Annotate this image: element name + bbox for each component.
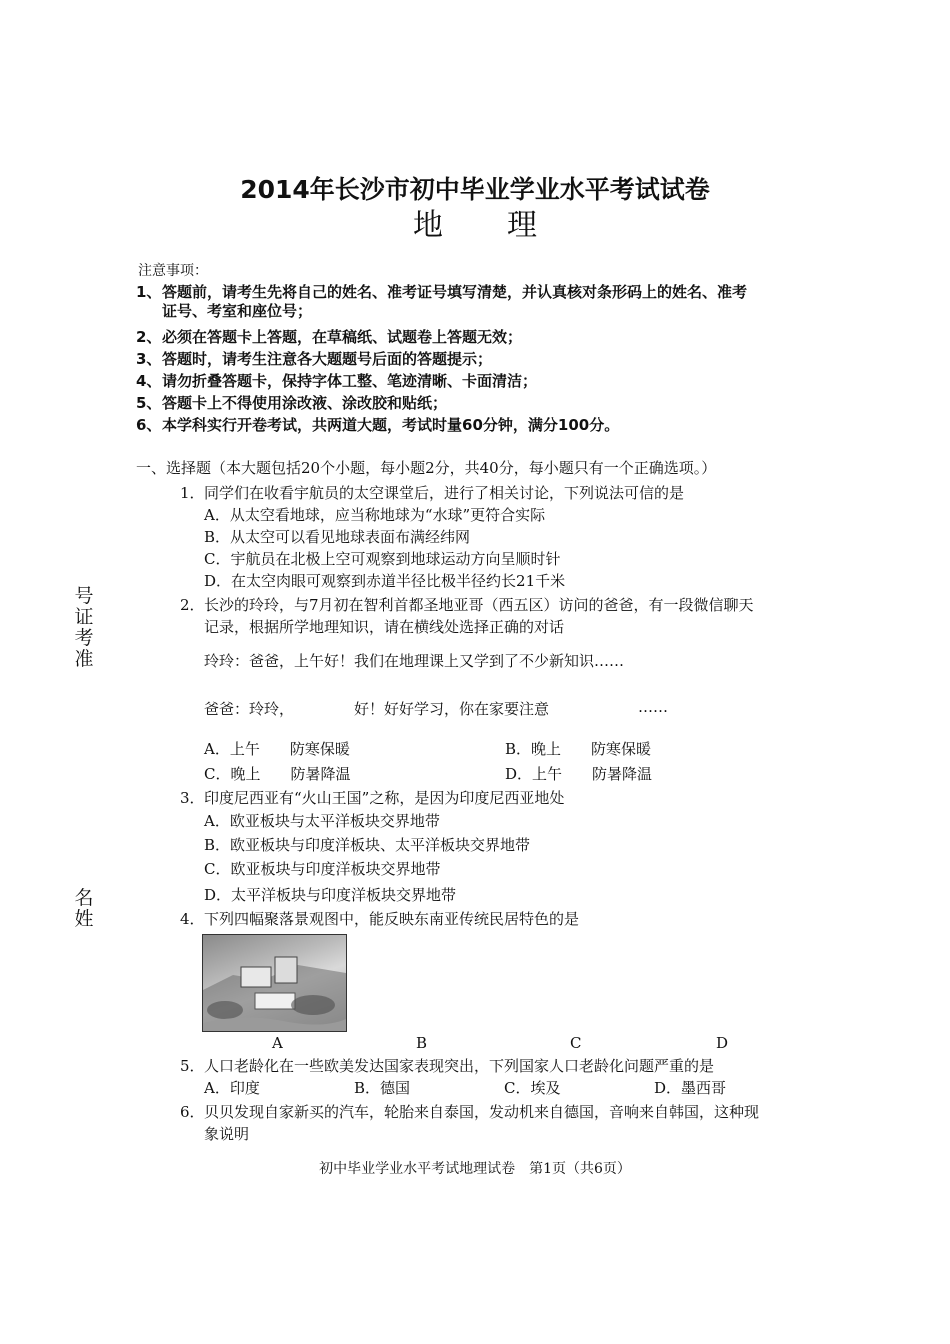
notice-item: [136, 370, 537, 391]
figure-label-a: A: [272, 1034, 283, 1052]
option-d: D．在太空肉眼可观察到赤道半径比极半径约长21千米: [204, 572, 566, 590]
question-number: 1．: [180, 484, 205, 502]
question-text-continuation: 记录，根据所学地理知识，请在横线处选择正确的对话: [204, 618, 565, 636]
option-a: A．上午 防寒保暖: [204, 740, 350, 758]
notice-item-text: 必须在答题卡上答题，在草稿纸、试题卷上答题无效；: [162, 328, 523, 346]
subject-title: 地理: [413, 208, 601, 243]
figure-label-d: D: [716, 1034, 729, 1052]
question-number: 6．: [180, 1103, 205, 1121]
section-heading: 一、选择题（本大题包括20个小题，每小题2分，共40分，每小题只有一个正确选项。）: [136, 459, 717, 477]
option-a: A．从太空看地球，应当称地球为“水球”更符合实际: [204, 506, 546, 524]
notice-item-number: 2、: [136, 328, 162, 346]
notice-item-text: 本学科实行开卷考试，共两道大题，考试时量60分钟，满分100分。: [162, 416, 620, 434]
option-c: C．欧亚板块与印度洋板块交界地带: [204, 860, 441, 878]
settlement-photo-a: [202, 934, 347, 1032]
question-number: 3．: [180, 789, 205, 807]
notice-item-number: 4、: [136, 372, 162, 390]
question-text: 人口老龄化在一些欧美发达国家表现突出，下列国家人口老龄化问题严重的是: [204, 1057, 715, 1075]
notice-item-number: 5、: [136, 394, 162, 412]
question-number: 4．: [180, 910, 205, 928]
notice-item: [136, 392, 447, 413]
question-text: 同学们在收看宇航员的太空课堂后，进行了相关讨论，下列说法可信的是: [204, 484, 685, 502]
option-a: A．欧亚板块与太平洋板块交界地带: [204, 812, 440, 830]
option-a: A．印度: [204, 1079, 260, 1097]
chat-message-father-part2: 好！好好学习，你在家要注意: [354, 700, 550, 718]
option-c: C．晚上 防暑降温: [204, 765, 351, 783]
option-b: B．欧亚板块与印度洋板块、太平洋板块交界地带: [204, 836, 531, 854]
question-text: 长沙的玲玲，与7月初在智利首都圣地亚哥（西五区）访问的爸爸，有一段微信聊天: [204, 596, 754, 614]
option-c: C．宇航员在北极上空可观察到地球运动方向呈顺时针: [204, 550, 561, 568]
question-text: 贝贝发现自家新买的汽车，轮胎来自泰国，发动机来自德国，音响来自韩国，这种现: [204, 1103, 760, 1121]
notice-heading: 注意事项：: [138, 263, 208, 279]
question-text: 下列四幅聚落景观图中，能反映东南亚传统民居特色的是: [204, 910, 580, 928]
question-text: 印度尼西亚有“火山王国”之称，是因为印度尼西亚地处: [204, 789, 565, 807]
notice-item: [136, 281, 747, 302]
notice-item-number: 3、: [136, 350, 162, 368]
notice-item-text: 请勿折叠答题卡，保持字体工整、笔迹清晰、卡面清洁；: [162, 372, 538, 390]
option-b: B．晚上 防寒保暖: [505, 740, 652, 758]
page-footer: 初中毕业学业水平考试地理试卷 第1页（共6页）: [319, 1161, 631, 1177]
notice-item: [136, 326, 522, 347]
option-b: B．德国: [354, 1079, 411, 1097]
chat-message-father-ellipsis: ……: [638, 698, 668, 716]
figure-label-b: B: [416, 1034, 428, 1052]
option-c: C．埃及: [504, 1079, 561, 1097]
question-number: 5．: [180, 1057, 205, 1075]
notice-item-text: 答题前，请考生先将自己的姓名、准考证号填写清楚，并认真核对条形码上的姓名、准考: [162, 283, 748, 301]
option-d: D．上午 防暑降温: [505, 765, 653, 783]
notice-item: [136, 414, 619, 435]
question-text-continuation: 象说明: [204, 1125, 250, 1143]
option-d: D．墨西哥: [654, 1079, 727, 1097]
figure-label-c: C: [570, 1034, 582, 1052]
notice-item-number: 1、: [136, 283, 162, 301]
notice-item-number: 6、: [136, 416, 162, 434]
notice-item-text: 答题时，请考生注意各大题题号后面的答题提示；: [162, 350, 493, 368]
notice-item: [136, 348, 492, 369]
question-number: 2．: [180, 596, 205, 614]
notice-item-text: 答题卡上不得使用涂改液、涂改胶和贴纸；: [162, 394, 448, 412]
exam-id-label: 号证考准: [74, 585, 94, 670]
exam-title: 2014年长沙市初中毕业学业水平考试试卷: [240, 175, 710, 204]
notice-item-continuation: 证号、考室和座位号；: [162, 302, 313, 320]
option-b: B．从太空可以看见地球表面布满经纬网: [204, 528, 471, 546]
option-d: D．太平洋板块与印度洋板块交界地带: [204, 886, 457, 904]
chat-message-daughter: 玲玲：爸爸，上午好！我们在地理课上又学到了不少新知识……: [204, 652, 625, 670]
chat-message-father-part1: 爸爸：玲玲，: [204, 700, 295, 718]
student-name-label: 名姓: [74, 887, 94, 930]
